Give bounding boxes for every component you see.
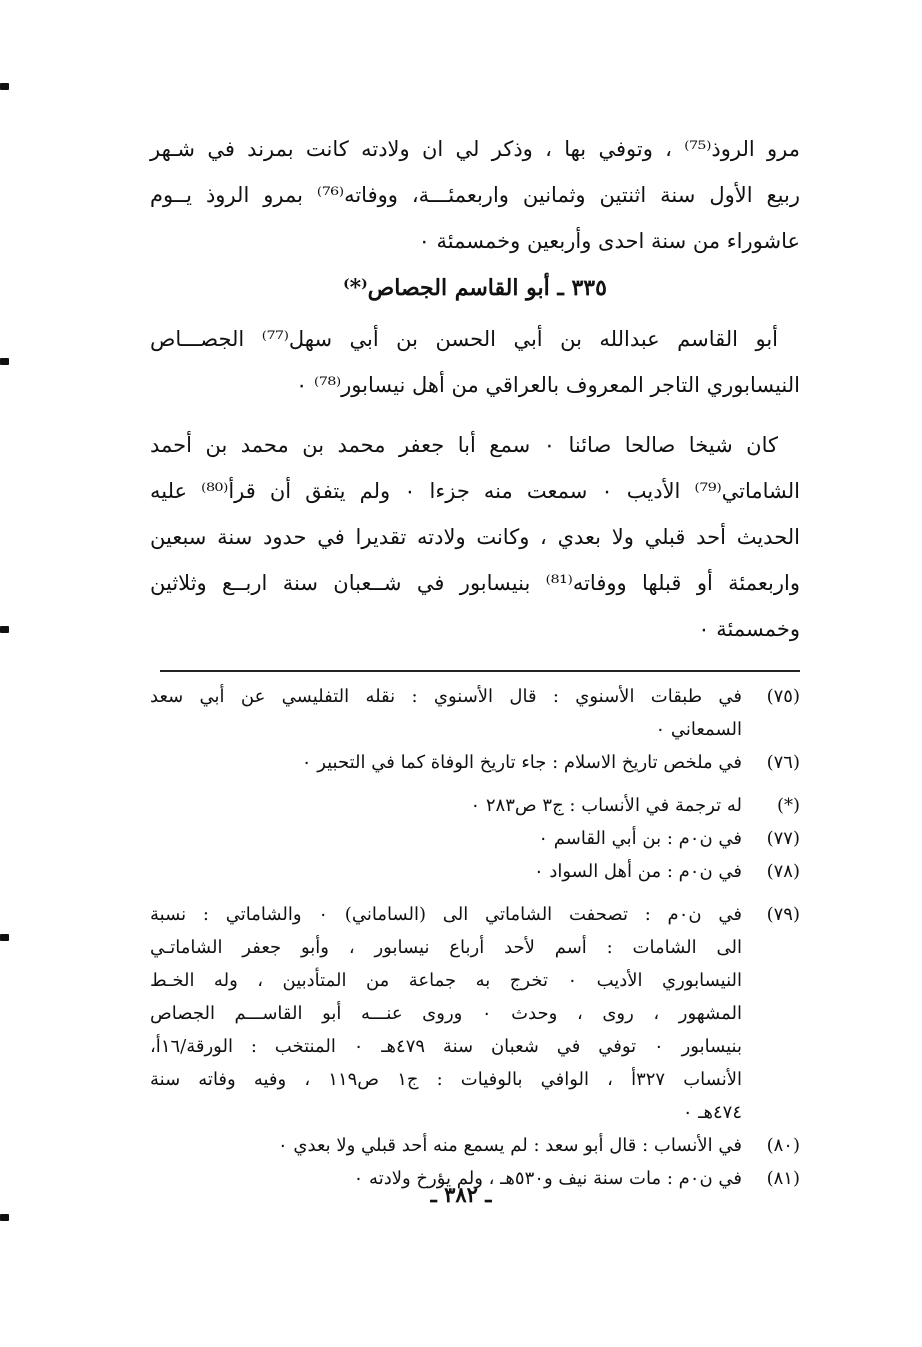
text-line: كان شيخا صالحا صائنا ٠ سمع أبا جعفر محمد بن محمد بن أحمد xyxy=(150,433,778,457)
footnote-line: في طبقات الأسنوي : قال الأسنوي : نقله التفليسي عن أبي سعد xyxy=(150,686,742,707)
document-page xyxy=(150,120,800,1195)
text-line: عاشوراء من سنة احدى وأربعين وخمسمئة ٠ xyxy=(418,229,800,253)
text-line: الشاماتي⁽⁷⁹⁾ الأديب ٠ سمعت منه جزءا ٠ ولم يتفق أن قرأ⁽⁸⁰⁾ عليه xyxy=(150,479,801,503)
footnote-separator xyxy=(160,670,800,672)
footnote-number: (٧٥) xyxy=(766,686,800,707)
body-paragraph-1 xyxy=(150,126,800,264)
footnote-line: في الأنساب : قال أبو سعد : لم يسمع منه أحد قبلي ولا بعدي ٠ xyxy=(278,1135,742,1156)
footnote-number: (٨٠) xyxy=(766,1135,800,1156)
footnote-line: له ترجمة في الأنساب : ج٣ ص٢٨٣ ٠ xyxy=(470,795,742,816)
footnote-number: (٨١) xyxy=(766,1168,800,1189)
footnote-line: الى الشامات : أسم لأحد أرباع نيسابور ، وأبو جعفر الشاماتـي xyxy=(150,937,742,958)
text-line: مرو الروذ⁽⁷⁵⁾ ، وتوفي بها ، وذكر لي ان ولادته كانت بمرند في شـهر xyxy=(150,137,800,161)
footnote-line: بنيسابور ٠ توفي في شعبان سنة ٤٧٩هـ ٠ المنتخب : الورقة/١٦أ، xyxy=(150,1036,742,1057)
scan-edge-mark xyxy=(0,934,9,941)
footnote-number: (٧٧) xyxy=(766,828,800,849)
footnote-number: (٧٨) xyxy=(766,861,800,882)
footnote-line: في ن٠م : مات سنة نيف و٥٣٠هـ ، ولم يؤرخ ولادته ٠ xyxy=(353,1168,742,1189)
footnote-line: النيسابوري الأديب ٠ تخرج به جماعة من المتأدبين ، وله الخـط xyxy=(150,970,742,991)
scan-edge-mark xyxy=(0,1214,9,1221)
footnote-80 xyxy=(150,1129,800,1162)
text-line: واربعمئة أو قبلها ووفاته⁽⁸¹⁾ بنيسابور في شــعبان سنة اربــع وثلاثين xyxy=(150,571,800,595)
footnote-line: في ن٠م : بن أبي القاسم ٠ xyxy=(538,828,742,849)
footnote-star xyxy=(150,789,800,822)
footnote-77 xyxy=(150,822,800,855)
footnote-line: المشهور ، روى ، وحدث ٠ وروى عنـــه أبو القاســـم الجصاص xyxy=(150,1003,742,1024)
footnote-line: في ن٠م : من أهل السواد ٠ xyxy=(533,861,742,882)
body-paragraph-2 xyxy=(150,316,800,408)
footnote-line: السمعاني ٠ xyxy=(655,719,742,740)
scan-edge-mark xyxy=(0,358,9,365)
text-line: النيسابوري التاجر المعروف بالعراقي من أهل نيسابور⁽⁷⁸⁾ ٠ xyxy=(296,373,800,397)
text-line: ربيع الأول سنة اثنتين وثمانين واربعمئـــة، ووفاته⁽⁷⁶⁾ بمرو الروذ يــوم xyxy=(150,183,800,207)
footnote-number: (٧٩) xyxy=(766,904,800,925)
footnote-number: (٧٦) xyxy=(766,752,800,773)
footnote-76 xyxy=(150,746,800,779)
scan-edge-mark xyxy=(0,626,9,633)
footnote-line: ٤٧٤هـ ٠ xyxy=(682,1102,742,1123)
footnote-78 xyxy=(150,855,800,888)
footnote-75 xyxy=(150,680,800,746)
footnote-line: في ملخص تاريخ الاسلام : جاء تاريخ الوفاة كما في التحبير ٠ xyxy=(301,752,742,773)
footnote-79 xyxy=(150,898,800,1129)
footnote-line: الأنساب ٣٢٧أ ، الوافي بالوفيات : ج١ ص١١٩ ، وفيه وفاته سنة xyxy=(150,1069,742,1090)
text-line: أبو القاسم عبدالله بن أبي الحسن بن أبي سهل⁽⁷⁷⁾ الجصـــاص xyxy=(150,327,778,351)
page-number: ـ ٣٨٢ ـ xyxy=(430,1182,492,1207)
text-line: وخمسمئة ٠ xyxy=(698,617,800,641)
body-paragraph-3 xyxy=(150,422,800,652)
footnote-number: (*) xyxy=(776,795,800,816)
text-line: الحديث أحد قبلي ولا بعدي ، وكانت ولادته تقديرا في حدود سنة سبعين xyxy=(150,525,800,549)
footnotes xyxy=(150,680,800,1195)
footnote-line: في ن٠م : تصحفت الشاماتي الى (الساماني) ٠ والشاماتي : نسبة xyxy=(150,904,742,925)
entry-title: ٣٣٥ ـ أبو القاسم الجصاص⁽*⁾ xyxy=(343,275,607,301)
scan-edge-mark xyxy=(0,83,9,90)
